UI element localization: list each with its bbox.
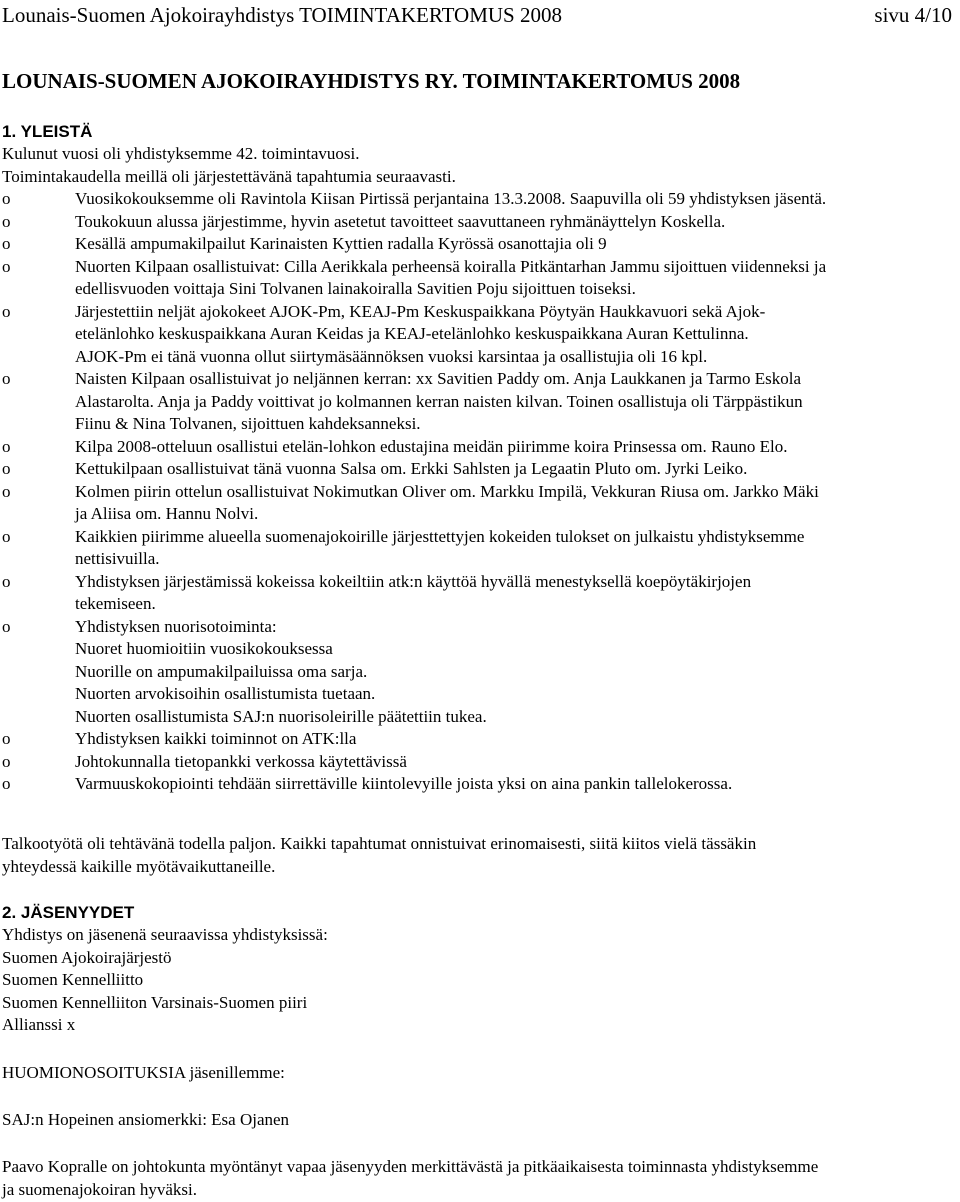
activity-list-item <box>2 301 957 369</box>
bullet-marker: o <box>2 571 11 591</box>
final-line-2: ja suomenajokoiran hyväksi. <box>2 1179 197 1199</box>
intro-line-2: Toimintakaudella meillä oli järjestettävänä tapahtumia seuraavasti. <box>2 166 456 186</box>
bullet-marker: o <box>2 481 11 501</box>
activity-text-line: Yhdistyksen nuorisotoiminta: <box>75 616 277 636</box>
activity-text-line: Kettukilpaan osallistuivat tänä vuonna Salsa om. Erkki Sahlsten ja Legaatin Pluto om. Jyrki Leiko. <box>75 459 748 478</box>
bullet-marker: o <box>2 189 11 208</box>
recognitions-heading-text: HUOMIONOSOITUKSIA jäsenillemme: <box>2 1063 285 1082</box>
activity-text-line: ja Aliisa om. Hannu Nolvi. <box>75 504 259 523</box>
bullet-marker: o <box>2 774 11 793</box>
activity-list-item <box>2 481 957 526</box>
activity-list-item <box>2 458 957 481</box>
bullet-marker: o <box>2 526 11 546</box>
bullet-marker: o <box>2 234 11 253</box>
activity-text-line: Kilpa 2008-otteluun osallistui etelän-lohkon edustajina meidän piirimme koira Prinsessa om. Rauno Elo. <box>75 436 788 456</box>
activity-list-item <box>2 526 957 571</box>
membership-item: Allianssi x <box>2 1015 76 1034</box>
activity-list-item <box>2 436 957 459</box>
activity-text-line: Järjestettiin neljät ajokokeet AJOK-Pm, KEAJ-Pm Keskuspaikkana Pöytyän Haukkavuori sekä Ajok- <box>75 301 766 321</box>
activity-list-item <box>2 368 957 436</box>
memberships-intro: Yhdistys on jäsenenä seuraavissa yhdistyksissä: <box>2 925 328 944</box>
activity-text-line: Yhdistyksen kaikki toiminnot on ATK:lla <box>75 729 357 748</box>
activity-text-line: edellisvuoden voittaja Sini Tolvanen lainakoiralla Savitien Poju sijoittuen toiseksi. <box>75 279 636 298</box>
section-heading-memberships: 2. JÄSENYYDET <box>2 903 135 922</box>
bullet-marker: o <box>2 459 11 478</box>
activity-text-line: Nuorten Kilpaan osallistuivat: Cilla Aerikkala perheensä koiralla Pitkäntarhan Jammu sijoittuen viidenneksi ja <box>75 256 827 276</box>
report-title: LOUNAIS-SUOMEN AJOKOIRAYHDISTYS RY. TOIMINTAKERTOMUS 2008 <box>2 69 741 93</box>
bullet-marker: o <box>2 301 11 321</box>
activity-list-item <box>2 751 957 774</box>
activity-text-line: Kaikkien piirimme alueella suomenajokoirille järjesttettyjen kokeiden tulokset on julkaistu yhdistyksemme <box>75 526 805 546</box>
recognition-text: SAJ:n Hopeinen ansiomerkki: Esa Ojanen <box>2 1110 290 1129</box>
recognition-entry <box>2 1109 957 1132</box>
activity-text-line: nettisivuilla. <box>75 549 160 568</box>
activity-list <box>2 188 957 796</box>
final-paragraph <box>2 1156 957 1201</box>
activity-list-item <box>2 211 957 234</box>
activity-list-item <box>2 773 957 796</box>
section-heading-general: 1. YLEISTÄ <box>2 122 93 141</box>
bullet-marker: o <box>2 256 11 276</box>
activity-list-item <box>2 233 957 256</box>
final-line-1: Paavo Kopralle on johtokunta myöntänyt vapaa jäsenyyden merkittävästä ja pitkäaikaisesta toiminnasta yhdistyksemme <box>2 1157 819 1176</box>
activity-list-item <box>2 188 957 211</box>
activity-list-item <box>2 728 957 751</box>
recognitions-heading <box>2 1062 957 1085</box>
activity-text-line: Kesällä ampumakilpailut Karinaisten Kyttien radalla Kyrössä osanottajia oli 9 <box>75 234 607 253</box>
header-document-title: Lounais-Suomen Ajokoirayhdistys TOIMINTAKERTOMUS 2008 <box>2 3 562 27</box>
page-number: sivu 4/10 <box>874 3 952 27</box>
bullet-marker: o <box>2 616 11 636</box>
activity-text-line: Nuorten arvokisoihin osallistumista tuetaan. <box>75 684 376 703</box>
activity-text-line: Nuorten osallistumista SAJ:n nuorisoleirille päätettiin tukea. <box>75 706 487 726</box>
activity-text-line: Johtokunnalla tietopankki verkossa käytettävissä <box>75 751 407 771</box>
membership-item: Suomen Kennelliiton Varsinais-Suomen piiri <box>2 992 308 1012</box>
activity-text-line: tekemiseen. <box>75 594 156 613</box>
closing-paragraph <box>2 833 957 878</box>
closing-line-1: Talkootyötä oli tehtävänä todella paljon. Kaikki tapahtumat onnistuivat erinomaisesti, siitä kiitos vielä tässäkin <box>2 834 757 853</box>
activity-text-line: AJOK-Pm ei tänä vuonna ollut siirtymäsäännöksen vuoksi karsintaa ja osallistujia oli 16 kpl. <box>75 346 708 366</box>
activity-text-line: Nuorille on ampumakilpailuissa oma sarja. <box>75 661 368 681</box>
bullet-marker: o <box>2 369 11 388</box>
section-memberships <box>2 902 957 1037</box>
page-header <box>2 2 952 28</box>
bullet-marker: o <box>2 211 11 231</box>
membership-item: Suomen Ajokoirajärjestö <box>2 947 172 967</box>
activity-text-line: Alastarolta. Anja ja Paddy voittivat jo kolmannen kerran naisten kilvan. Toinen osallistuja oli Tärppästikun <box>75 391 803 411</box>
activity-text-line: Naisten Kilpaan osallistuivat jo neljännen kerran: xx Savitien Paddy om. Anja Laukkanen ja Tarmo Eskola <box>75 369 802 388</box>
activity-text-line: Fiinu & Nina Tolvanen, sijoittuen kahdeksanneksi. <box>75 414 421 433</box>
activity-list-item <box>2 256 957 301</box>
activity-text-line: Nuoret huomioitiin vuosikokouksessa <box>75 639 333 658</box>
activity-text-line: Vuosikokouksemme oli Ravintola Kiisan Pirtissä perjantaina 13.3.2008. Saapuvilla oli 59 yhdistyksen jäsentä. <box>75 189 827 208</box>
activity-text-line: Varmuuskokopiointi tehdään siirrettäville kiintolevyille joista yksi on aina pankin tallelokerossa. <box>75 774 733 793</box>
activity-text-line: etelänlohko keskuspaikkana Auran Keidas ja KEAJ-etelänlohko keskuspaikkana Auran Kettulinna. <box>75 324 749 343</box>
activity-text-line: Kolmen piirin ottelun osallistuivat Nokimutkan Oliver om. Markku Impilä, Vekkuran Riusa om. Jarkko Mäki <box>75 481 819 501</box>
activity-list-item <box>2 571 957 616</box>
intro-line-1: Kulunut vuosi oli yhdistyksemme 42. toimintavuosi. <box>2 144 360 163</box>
section-general <box>2 121 957 796</box>
activity-text-line: Yhdistyksen järjestämissä kokeissa kokeiltiin atk:n käyttöä hyvällä menestyksellä koepöytäkirjojen <box>75 571 752 591</box>
membership-item: Suomen Kennelliitto <box>2 970 144 989</box>
bullet-marker: o <box>2 436 11 456</box>
bullet-marker: o <box>2 729 11 748</box>
activity-list-item <box>2 616 957 729</box>
bullet-marker: o <box>2 751 11 771</box>
activity-text-line: Toukokuun alussa järjestimme, hyvin asetetut tavoitteet saavuttaneen ryhmänäyttelyn Koskella. <box>75 211 726 231</box>
closing-line-2: yhteydessä kaikille myötävaikuttaneille. <box>2 856 276 876</box>
